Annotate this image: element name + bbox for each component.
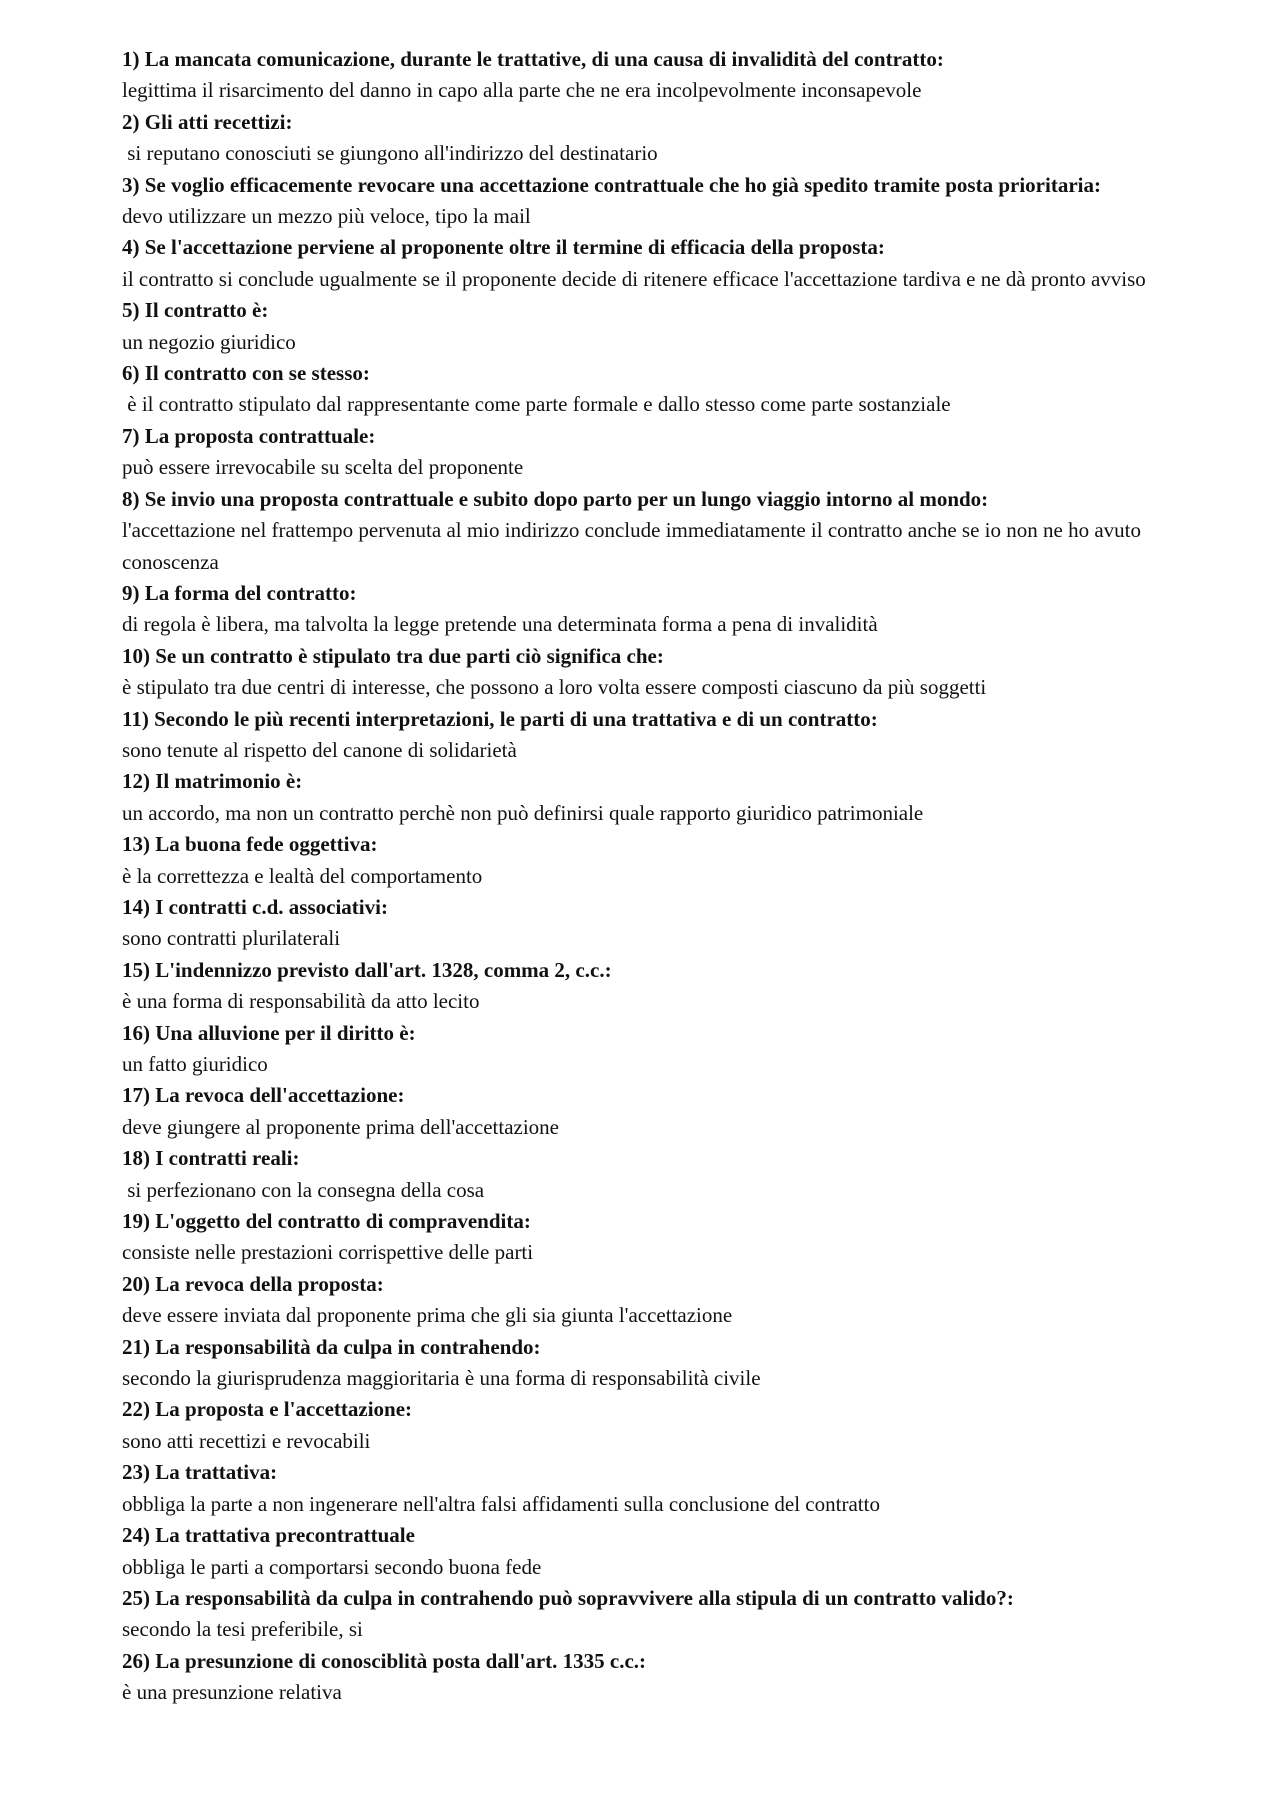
question-25: 25) La responsabilità da culpa in contrahendo può sopravvivere alla stipula di un contratto valido?: bbox=[122, 1585, 1014, 1610]
qa-item-14 bbox=[122, 892, 1168, 955]
question-26: 26) La presunzione di conosciblità posta dall'art. 1335 c.c.: bbox=[122, 1648, 647, 1673]
question-19: 19) L'oggetto del contratto di compravendita: bbox=[122, 1209, 531, 1234]
question-11: 11) Secondo le più recenti interpretazioni, le parti di una trattativa e di un contratto: bbox=[122, 706, 878, 731]
question-21: 21) La responsabilità da culpa in contrahendo: bbox=[122, 1334, 541, 1359]
qa-item-25 bbox=[122, 1583, 1168, 1646]
qa-item-16 bbox=[122, 1018, 1168, 1081]
qa-item-4 bbox=[122, 232, 1168, 295]
qa-item-3 bbox=[122, 170, 1168, 233]
question-10: 10) Se un contratto è stipulato tra due parti ciò significa che: bbox=[122, 643, 664, 668]
answer-16: un fatto giuridico bbox=[122, 1052, 268, 1076]
answer-22: sono atti recettizi e revocabili bbox=[122, 1428, 371, 1453]
question-3: 3) Se voglio efficacemente revocare una accettazione contrattuale che ho già spedito tramite posta prioritaria: bbox=[122, 172, 1101, 197]
qa-item-26 bbox=[122, 1646, 1168, 1709]
question-2: 2) Gli atti recettizi: bbox=[122, 109, 293, 134]
question-17: 17) La revoca dell'accettazione: bbox=[122, 1083, 405, 1108]
answer-2: si reputano conosciuti se giungono all'indirizzo del destinatario bbox=[122, 141, 658, 166]
qa-item-17 bbox=[122, 1080, 1168, 1143]
qa-item-23 bbox=[122, 1457, 1168, 1520]
qa-item-8 bbox=[122, 484, 1168, 578]
question-12: 12) Il matrimonio è: bbox=[122, 769, 303, 794]
qa-item-5 bbox=[122, 295, 1168, 358]
answer-5: un negozio giuridico bbox=[122, 329, 296, 354]
qa-item-2 bbox=[122, 107, 1168, 170]
question-1: 1) La mancata comunicazione, durante le trattative, di una causa di invalidità del contratto: bbox=[122, 47, 944, 71]
qa-item-21 bbox=[122, 1332, 1168, 1395]
answer-21: secondo la giurisprudenza maggioritaria è una forma di responsabilità civile bbox=[122, 1366, 761, 1391]
question-9: 9) La forma del contratto: bbox=[122, 580, 357, 605]
question-15: 15) L'indennizzo previsto dall'art. 1328, comma 2, c.c.: bbox=[122, 957, 612, 982]
qa-item-19 bbox=[122, 1206, 1168, 1269]
qa-item-18 bbox=[122, 1143, 1168, 1206]
answer-18: si perfezionano con la consegna della cosa bbox=[122, 1177, 485, 1202]
question-18: 18) I contratti reali: bbox=[122, 1146, 300, 1171]
answer-8: l'accettazione nel frattempo pervenuta al mio indirizzo conclude immediatamente il contratto anche se io non ne ho avuto conoscenza bbox=[122, 518, 1141, 574]
qa-item-11 bbox=[122, 704, 1168, 767]
qa-item-20 bbox=[122, 1269, 1168, 1332]
qa-item-9 bbox=[122, 578, 1168, 641]
question-24: 24) La trattativa precontrattuale bbox=[122, 1523, 415, 1548]
qa-item-7 bbox=[122, 421, 1168, 484]
question-14: 14) I contratti c.d. associativi: bbox=[122, 894, 388, 919]
answer-14: sono contratti plurilaterali bbox=[122, 926, 341, 951]
answer-23: obbliga la parte a non ingenerare nell'altra falsi affidamenti sulla conclusione del contratto bbox=[122, 1491, 880, 1516]
question-16: 16) Una alluvione per il diritto è: bbox=[122, 1020, 416, 1045]
answer-12: un accordo, ma non un contratto perchè non può definirsi quale rapporto giuridico patrimoniale bbox=[122, 800, 924, 825]
answer-1: legittima il risarcimento del danno in capo alla parte che ne era incolpevolmente inconsapevole bbox=[122, 78, 922, 103]
qa-item-24 bbox=[122, 1520, 1168, 1583]
answer-4: il contratto si conclude ugualmente se il proponente decide di ritenere efficace l'accettazione tardiva e ne dà pronto avviso bbox=[122, 266, 1146, 291]
answer-20: deve essere inviata dal proponente prima che gli sia giunta l'accettazione bbox=[122, 1303, 733, 1328]
answer-15: è una forma di responsabilità da atto lecito bbox=[122, 989, 480, 1014]
question-23: 23) La trattativa: bbox=[122, 1460, 278, 1485]
question-4: 4) Se l'accettazione perviene al proponente oltre il termine di efficacia della proposta: bbox=[122, 235, 885, 260]
answer-17: deve giungere al proponente prima dell'accettazione bbox=[122, 1114, 559, 1139]
question-20: 20) La revoca della proposta: bbox=[122, 1271, 384, 1296]
question-7: 7) La proposta contrattuale: bbox=[122, 423, 376, 448]
answer-3: devo utilizzare un mezzo più veloce, tipo la mail bbox=[122, 204, 531, 229]
answer-13: è la correttezza e lealtà del comportamento bbox=[122, 863, 483, 888]
qa-item-22 bbox=[122, 1394, 1168, 1457]
answer-24: obbliga le parti a comportarsi secondo buona fede bbox=[122, 1554, 542, 1579]
question-13: 13) La buona fede oggettiva: bbox=[122, 832, 378, 857]
qa-item-10 bbox=[122, 641, 1168, 704]
answer-9: di regola è libera, ma talvolta la legge pretende una determinata forma a pena di invalidità bbox=[122, 612, 878, 637]
qa-item-1 bbox=[122, 44, 1168, 107]
answer-25: secondo la tesi preferibile, si bbox=[122, 1617, 363, 1642]
answer-26: è una presunzione relativa bbox=[122, 1680, 342, 1705]
qa-item-15 bbox=[122, 955, 1168, 1018]
question-8: 8) Se invio una proposta contrattuale e subito dopo parto per un lungo viaggio intorno al mondo: bbox=[122, 486, 989, 511]
answer-7: può essere irrevocabile su scelta del proponente bbox=[122, 455, 524, 480]
qa-item-6 bbox=[122, 358, 1168, 421]
question-6: 6) Il contratto con se stesso: bbox=[122, 361, 370, 386]
document-page bbox=[122, 44, 1168, 1709]
answer-11: sono tenute al rispetto del canone di solidarietà bbox=[122, 737, 517, 762]
answer-6: è il contratto stipulato dal rappresentante come parte formale e dallo stesso come parte sostanziale bbox=[122, 392, 951, 417]
answer-10: è stipulato tra due centri di interesse, che possono a loro volta essere composti ciascuno da più soggetti bbox=[122, 675, 987, 700]
qa-item-13 bbox=[122, 829, 1168, 892]
qa-item-12 bbox=[122, 766, 1168, 829]
question-22: 22) La proposta e l'accettazione: bbox=[122, 1397, 413, 1422]
answer-19: consiste nelle prestazioni corrispettive delle parti bbox=[122, 1240, 534, 1265]
question-5: 5) Il contratto è: bbox=[122, 298, 269, 323]
